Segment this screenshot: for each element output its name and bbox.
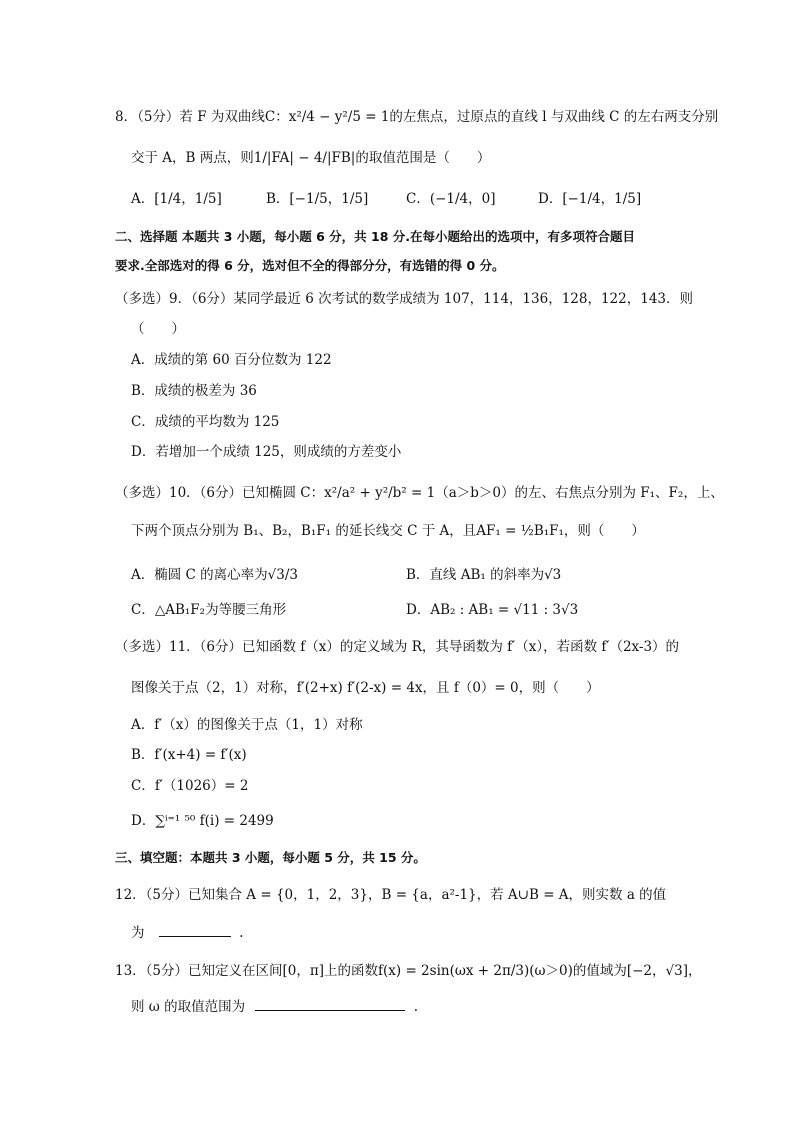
q13-answer-blank[interactable] bbox=[255, 998, 405, 1011]
q8-stem-line2: 交于 A，B 两点，则1/|FA| − 4/|FB|的取值范围是（ ） bbox=[131, 150, 491, 166]
q12-prefix: 为 bbox=[131, 925, 145, 941]
q12-period: . bbox=[239, 925, 244, 941]
q11-option-d: D．∑ⁱ⁼¹ ⁵⁰ f(i) = 2499 bbox=[131, 813, 274, 829]
q13-stem-line1: 13．（5分）已知定义在区间[0，π]上的函数f(x) = 2sin(ωx + 2π/3)(ω＞0)的值域为[−2，√3]， bbox=[115, 963, 702, 979]
q10-option-b: B．直线 AB₁ 的斜率为√3 bbox=[406, 567, 562, 583]
q10-option-c: C．△AB₁F₂为等腰三角形 bbox=[131, 602, 287, 618]
q11-stem-line1: （多选）11．（6分）已知函数 f（x）的定义域为 R，其导函数为 f′（x），若函数 f′（2x-3）的 bbox=[115, 639, 680, 655]
q13-prefix: 则 ω 的取值范围为 bbox=[131, 999, 246, 1015]
q13-stem-line2 bbox=[131, 998, 418, 1016]
section2-header-line1: 二、选择题 本题共 3 小题，每小题 6 分，共 18 分.在每小题给出的选项中，有多项符合题目 bbox=[115, 229, 636, 244]
q9-stem-line1: （多选）9．（6分）某同学最近 6 次考试的数学成绩为 107，114，136，128，122，143．则 bbox=[115, 291, 693, 307]
section2-header-line2: 要求.全部选对的得 6 分，选对但不全的得部分分，有选错的得 0 分。 bbox=[115, 258, 505, 273]
q11-option-b: B．f′(x+4) = f′(x) bbox=[131, 747, 247, 763]
q10-stem-line1: （多选）10．（6分）已知椭圆 C：x²/a² + y²/b² = 1（a＞b＞0）的左、右焦点分别为 F₁、F₂，上、 bbox=[115, 485, 724, 501]
q9-option-d: D．若增加一个成绩 125，则成绩的方差变小 bbox=[131, 444, 402, 460]
q10-option-a: A．椭圆 C 的离心率为√3/3 bbox=[131, 567, 298, 583]
q11-option-a: A．f′（x）的图像关于点（1，1）对称 bbox=[131, 717, 363, 733]
q8-option-c: C．(−1/4，0] bbox=[406, 191, 496, 207]
q9-option-b: B．成绩的极差为 36 bbox=[131, 383, 257, 399]
q11-stem-line2: 图像关于点（2，1）对称，f′(2+x) f′(2-x) = 4x，且 f（0）= 0，则（ ） bbox=[131, 680, 600, 696]
q10-stem-line2: 下两个顶点分别为 B₁、B₂，B₁F₁ 的延长线交 C 于 A，且AF₁ = ½B₁F₁，则（ ） bbox=[131, 523, 645, 539]
q9-stem-line2: （ ） bbox=[131, 321, 185, 337]
section3-header-line1: 三、填空题：本题共 3 小题，每小题 5 分，共 15 分。 bbox=[115, 850, 426, 865]
q9-option-c: C．成绩的平均数为 125 bbox=[131, 414, 280, 430]
q12-stem-line1: 12．（5分）已知集合 A = {0，1，2，3}，B = {a，a²-1}，若 A∪B = A，则实数 a 的值 bbox=[115, 887, 667, 903]
q12-stem-line2 bbox=[131, 924, 243, 942]
q10-option-d: D．AB₂ : AB₁ = √11 : 3√3 bbox=[406, 602, 579, 618]
q12-answer-blank[interactable] bbox=[159, 924, 231, 937]
q11-option-c: C．f′（1026）= 2 bbox=[131, 778, 249, 794]
q8-option-a: A．[1/4，1/5] bbox=[131, 191, 222, 207]
q8-stem-line1: 8．（5分）若 F 为双曲线C：x²/4 − y²/5 = 1的左焦点，过原点的直线 l 与双曲线 C 的左右两支分别 bbox=[115, 109, 719, 125]
q9-option-a: A．成绩的第 60 百分位数为 122 bbox=[131, 352, 332, 368]
q13-period: . bbox=[413, 999, 418, 1015]
q8-option-b: B．[−1/5，1/5] bbox=[266, 191, 369, 207]
q8-option-d: D．[−1/4，1/5] bbox=[538, 191, 642, 207]
